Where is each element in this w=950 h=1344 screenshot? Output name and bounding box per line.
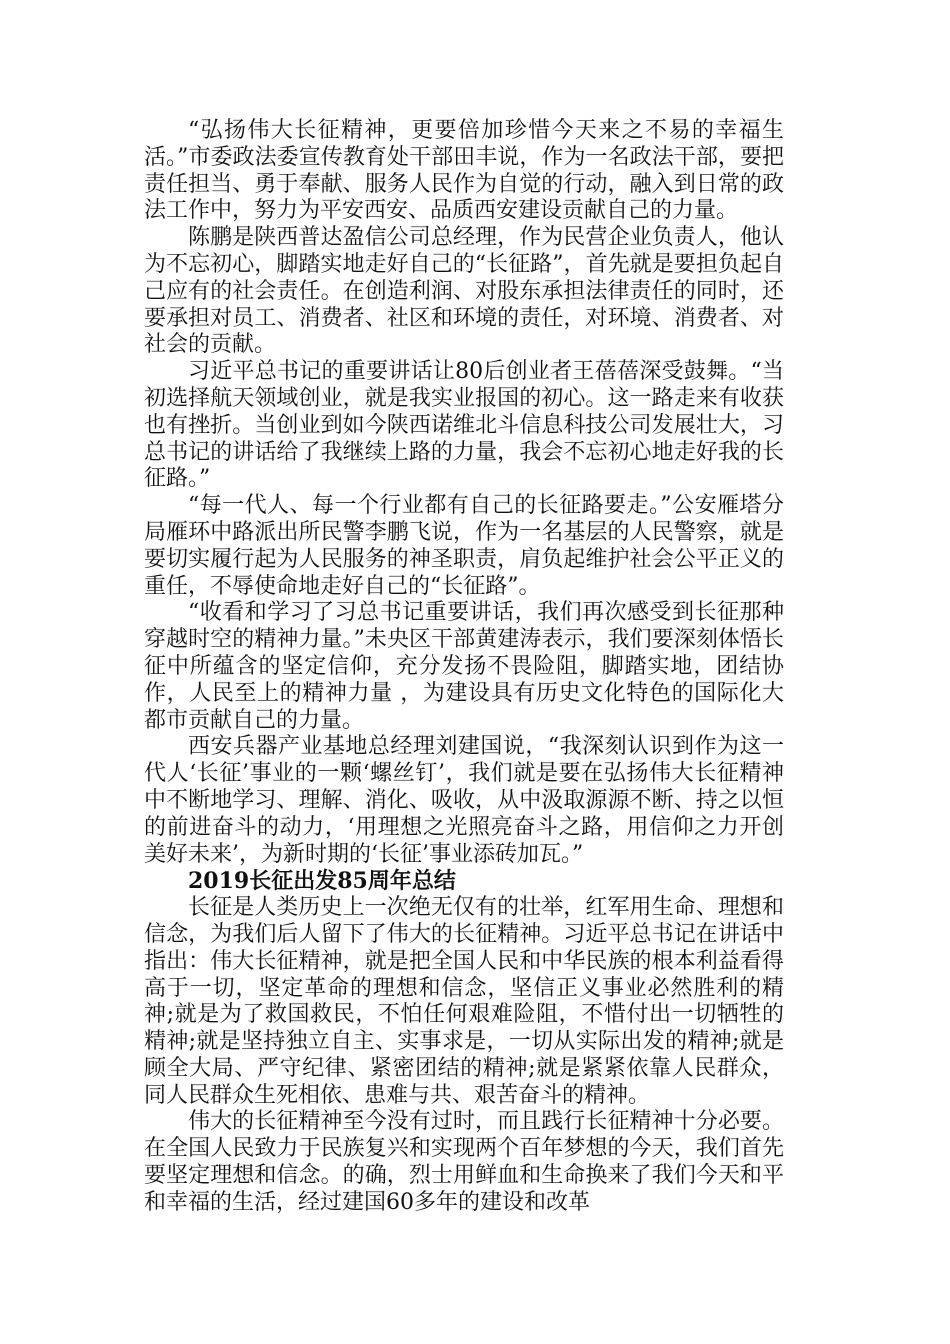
paragraph: 西安兵器产业基地总经理刘建国说，“我深刻认识到作为这一代人‘长征’事业的一颗‘螺丝钉’，我们就是要在弘扬伟大长征精神中不断地学习、理解、消化、吸收，从中汲取源源不断、持之以恒的前进奋斗的动力，‘用理想之光照亮奋斗之路，用信仰之力开创美好未来’，为新时期的‘长征’事业添砖加瓦。” <box>144 734 784 867</box>
paragraph: “收看和学习了习总书记重要讲话，我们再次感受到长征那种穿越时空的精神力量。”未央区干部黄建涛表示，我们要深刻体悟长征中所蕴含的坚定信仰，充分发扬不畏险阻，脚踏实地，团结协作，人民至上的精神力量 ，为建设具有历史文化特色的国际化大都市贡献自己的力量。 <box>144 600 784 733</box>
section-heading: 2019长征出发85周年总结 <box>188 868 456 895</box>
paragraph: 长征是人类历史上一次绝无仅有的壮举，红军用生命、理想和信念，为我们后人留下了伟大的长征精神。习近平总书记在讲话中指出：伟大长征精神，就是把全国人民和中华民族的根本利益看得高于一切，坚定革命的理想和信念，坚信正义事业必然胜利的精神;就是为了救国救民，不怕任何艰难险阻，不惜付出一切牺牲的精神;就是坚持独立自主、实事求是，一切从实际出发的精神;就是顾全大局、严守纪律、紧密团结的精神;就是紧紧依靠人民群众，同人民群众生死相依、患难与共、艰苦奋斗的精神。 <box>144 895 784 1108</box>
paragraph: “弘扬伟大长征精神，更要倍加珍惜今天来之不易的幸福生活。”市委政法委宣传教育处干部田丰说，作为一名政法干部，要把责任担当、勇于奉献、服务人民作为自觉的行动，融入到日常的政法工作中，努力为平安西安、品质西安建设贡献自己的力量。 <box>144 118 784 224</box>
paragraph: 伟大的长征精神至今没有过时，而且践行长征精神十分必要。在全国人民致力于民族复兴和实现两个百年梦想的今天，我们首先要坚定理想和信念。的确，烈士用鲜血和生命换来了我们今天和平和幸福的生活，经过建国60多年的建设和改革 <box>144 1109 784 1215</box>
paragraph: 习近平总书记的重要讲话让80后创业者王蓓蓓深受鼓舞。“当初选择航天领域创业，就是我实业报国的初心。这一路走来有收获也有挫折。当创业到如今陕西诺维北斗信息科技公司发展壮大，习总书记的讲话给了我继续上路的力量，我会不忘初心地走好我的长征路。” <box>144 359 784 492</box>
document-body <box>144 118 784 1217</box>
paragraph: 陈鹏是陕西普达盈信公司总经理，作为民营企业负责人，他认为不忘初心，脚踏实地走好自己的“长征路”，首先就是要担负起自己应有的社会责任。在创造利润、对股东承担法律责任的同时，还要承担对员工、消费者、社区和环境的责任，对环境、消费者、对社会的贡献。 <box>144 225 784 358</box>
paragraph: “每一代人、每一个行业都有自己的长征路要走。”公安雁塔分局雁环中路派出所民警李鹏飞说，作为一名基层的人民警察，就是要切实履行起为人民服务的神圣职责，肩负起维护社会公平正义的重任，不辱使命地走好自己的“长征路”。 <box>144 493 784 599</box>
